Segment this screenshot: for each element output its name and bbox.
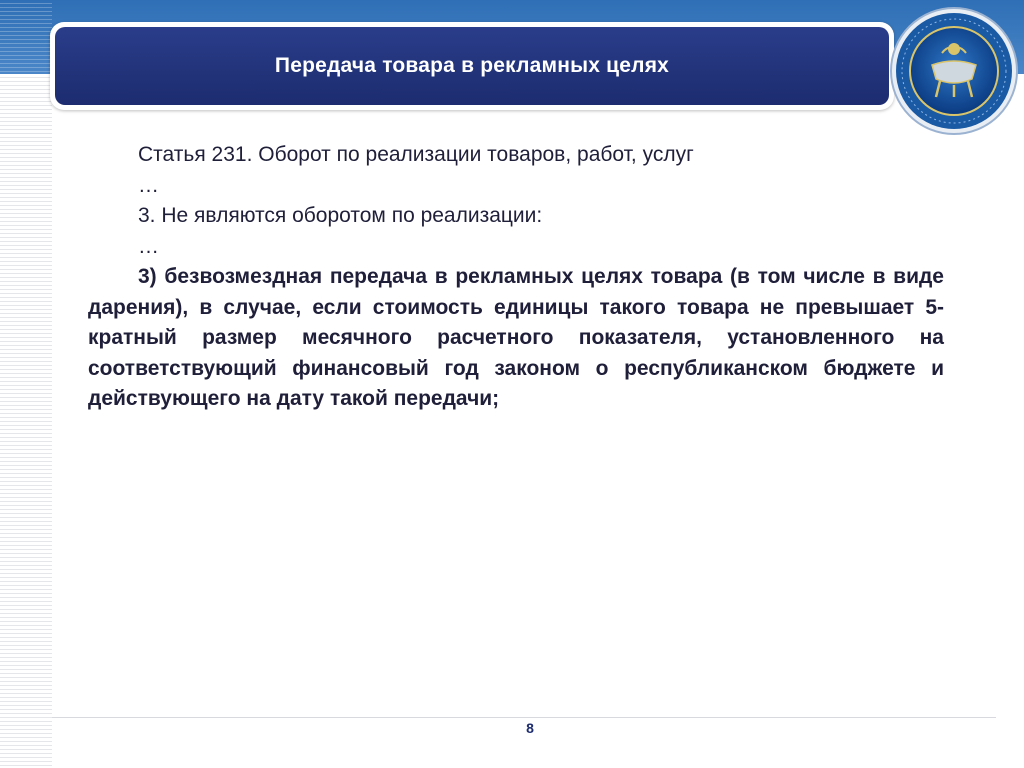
footer-divider	[52, 717, 996, 718]
slide-title: Передача товара в рекламных целях	[274, 54, 670, 77]
ellipsis-line: …	[138, 173, 159, 197]
page-number: 8	[526, 720, 534, 736]
emblem-icon	[888, 5, 1020, 137]
article-heading: Статья 231. Оборот по реализации товаров, работ, услуг	[138, 143, 694, 166]
ellipsis-line: …	[138, 234, 159, 258]
left-decorative-stripes	[0, 74, 52, 768]
title-bar	[55, 27, 889, 105]
slide-body	[88, 140, 944, 415]
subpoint-3-paragraph: 3) безвозмездная передача в рекламных целях товара (в том числе в виде дарения), в случае, если стоимость единицы такого товара не превышает 5-кратный размер месячного расчетного показателя, установленного на соответствующий финансовый год законом о республиканском бюджете и действующего на дату такой передачи;	[88, 265, 944, 410]
point-3: 3. Не являются оборотом по реализации:	[138, 204, 543, 227]
header-band-texture	[0, 0, 52, 74]
